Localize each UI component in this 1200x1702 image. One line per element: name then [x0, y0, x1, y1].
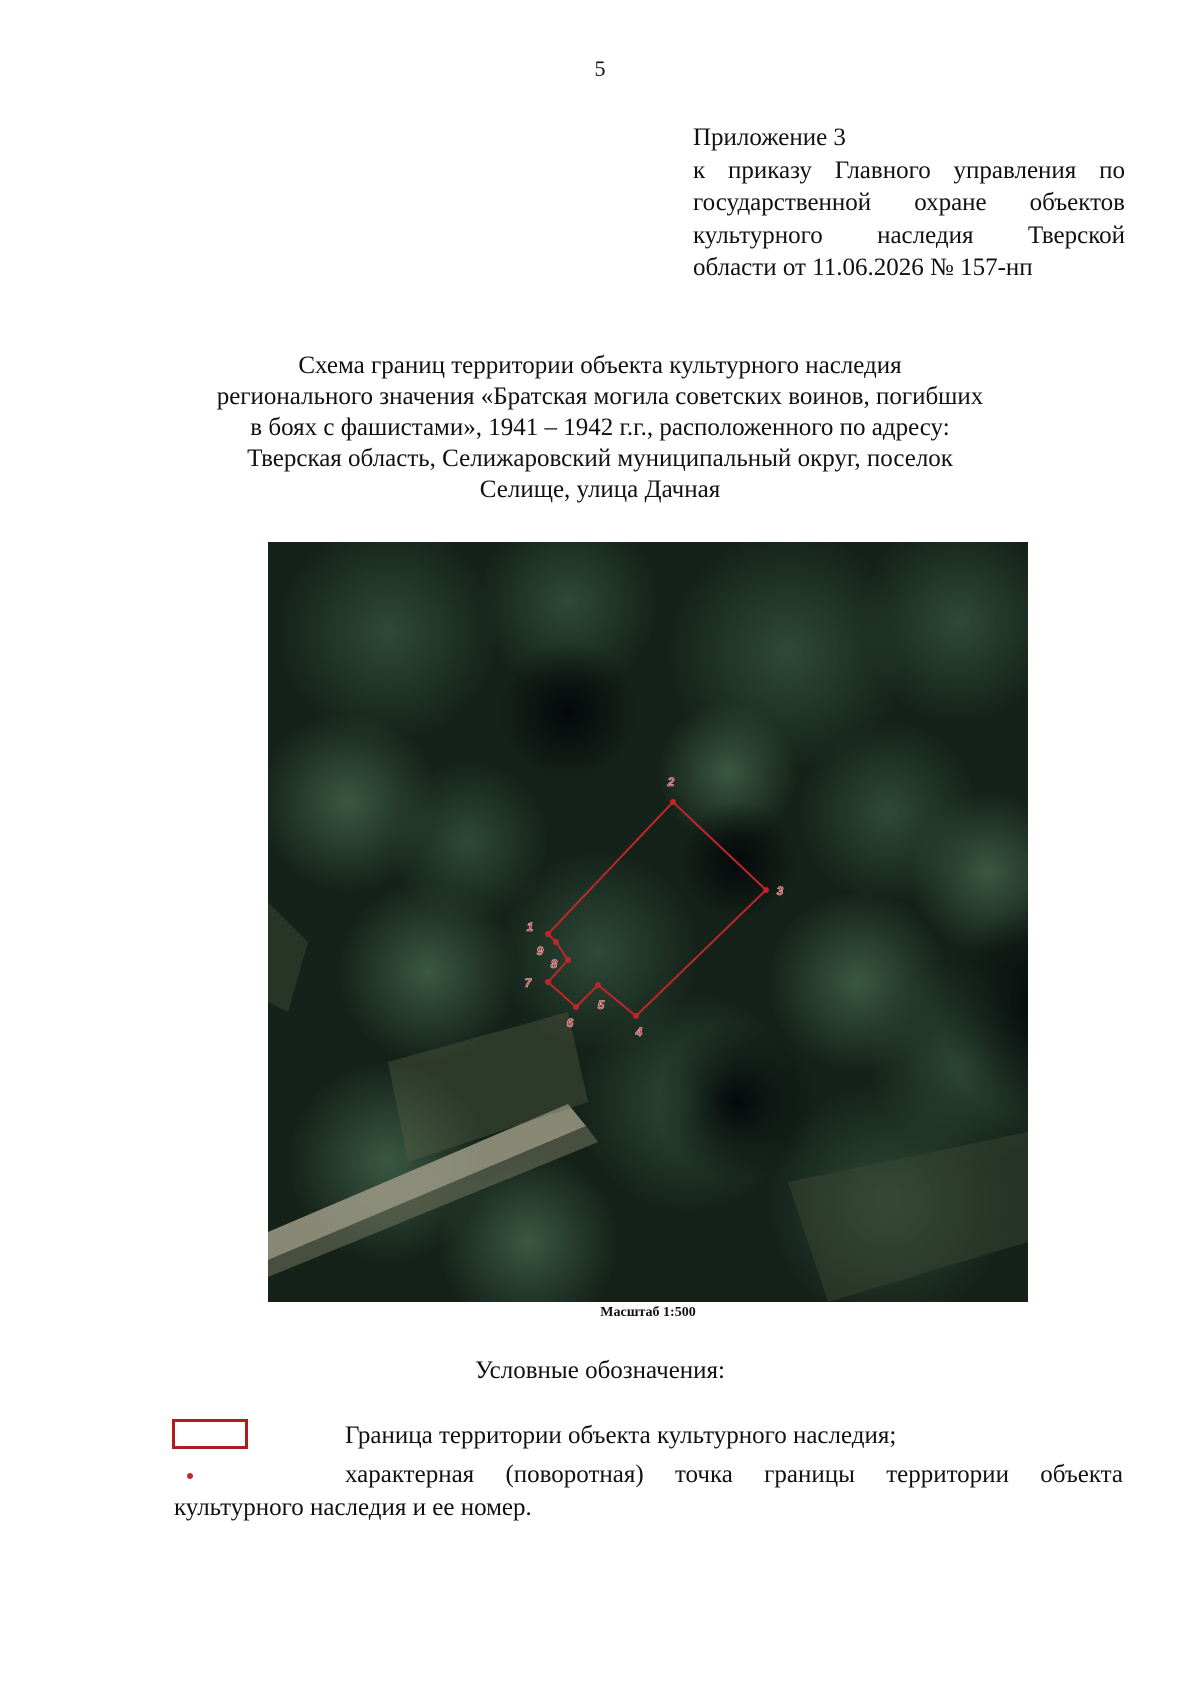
legend-point-text: характерная (поворотная) точка границы территории объекта культурного наследия и ее номер.: [174, 1461, 1123, 1521]
appendix-line: государственной охране объектов: [693, 189, 1125, 216]
appendix-line: культурного наследия Тверской: [693, 221, 1125, 249]
map-canvas: [268, 542, 1028, 1302]
legend-point-symbol: [187, 1473, 193, 1479]
boundary-point-label: 5: [597, 998, 605, 1012]
boundary-point-label: 7: [524, 976, 532, 990]
boundary-point-5: [595, 982, 601, 988]
boundary-point-4: [633, 1013, 639, 1019]
boundary-point-6: [573, 1004, 579, 1010]
boundary-point-3: [763, 887, 769, 893]
satellite-map: [268, 542, 1028, 1302]
appendix-line: Приложение 3: [693, 124, 846, 151]
legend-title: Условные обозначения:: [474, 1357, 726, 1384]
appendix-line: к приказу Главного управления по: [693, 156, 1125, 184]
boundary-point-label: 4: [635, 1025, 643, 1039]
scheme-title-line: Схема границ территории объекта культурного наследия: [298, 352, 902, 379]
boundary-point-8: [565, 957, 571, 963]
boundary-point-label: 8: [550, 957, 558, 971]
appendix-header: [693, 122, 1125, 285]
boundary-point-1: [545, 931, 551, 937]
legend-boundary-symbol: [172, 1419, 248, 1449]
boundary-point-label: 9: [536, 944, 544, 958]
scheme-title-line: регионального значения «Братская могила советских воинов, погибших: [216, 383, 984, 410]
scheme-title-line: Селище, улица Дачная: [479, 476, 721, 503]
boundary-point-2: [670, 799, 676, 805]
boundary-point-9: [553, 939, 559, 945]
map-scale: Масштаб 1:500: [600, 1305, 696, 1320]
scheme-title-line: в боях с фашистами», 1941 – 1942 г.г., расположенного по адресу:: [250, 414, 950, 441]
appendix-line: области от 11.06.2026 № 157-нп: [693, 254, 1033, 281]
boundary-point-7: [545, 979, 551, 985]
boundary-point-label: 6: [566, 1016, 574, 1030]
page-number: 5: [594, 56, 606, 81]
scheme-title: [140, 350, 1060, 505]
legend-boundary-text: Граница территории объекта культурного наследия;: [345, 1422, 897, 1449]
boundary-point-label: 1: [526, 920, 534, 934]
boundary-point-label: 2: [667, 775, 675, 789]
scheme-title-line: Тверская область, Селижаровский муниципальный округ, поселок: [247, 445, 953, 472]
boundary-point-label: 3: [776, 884, 784, 898]
